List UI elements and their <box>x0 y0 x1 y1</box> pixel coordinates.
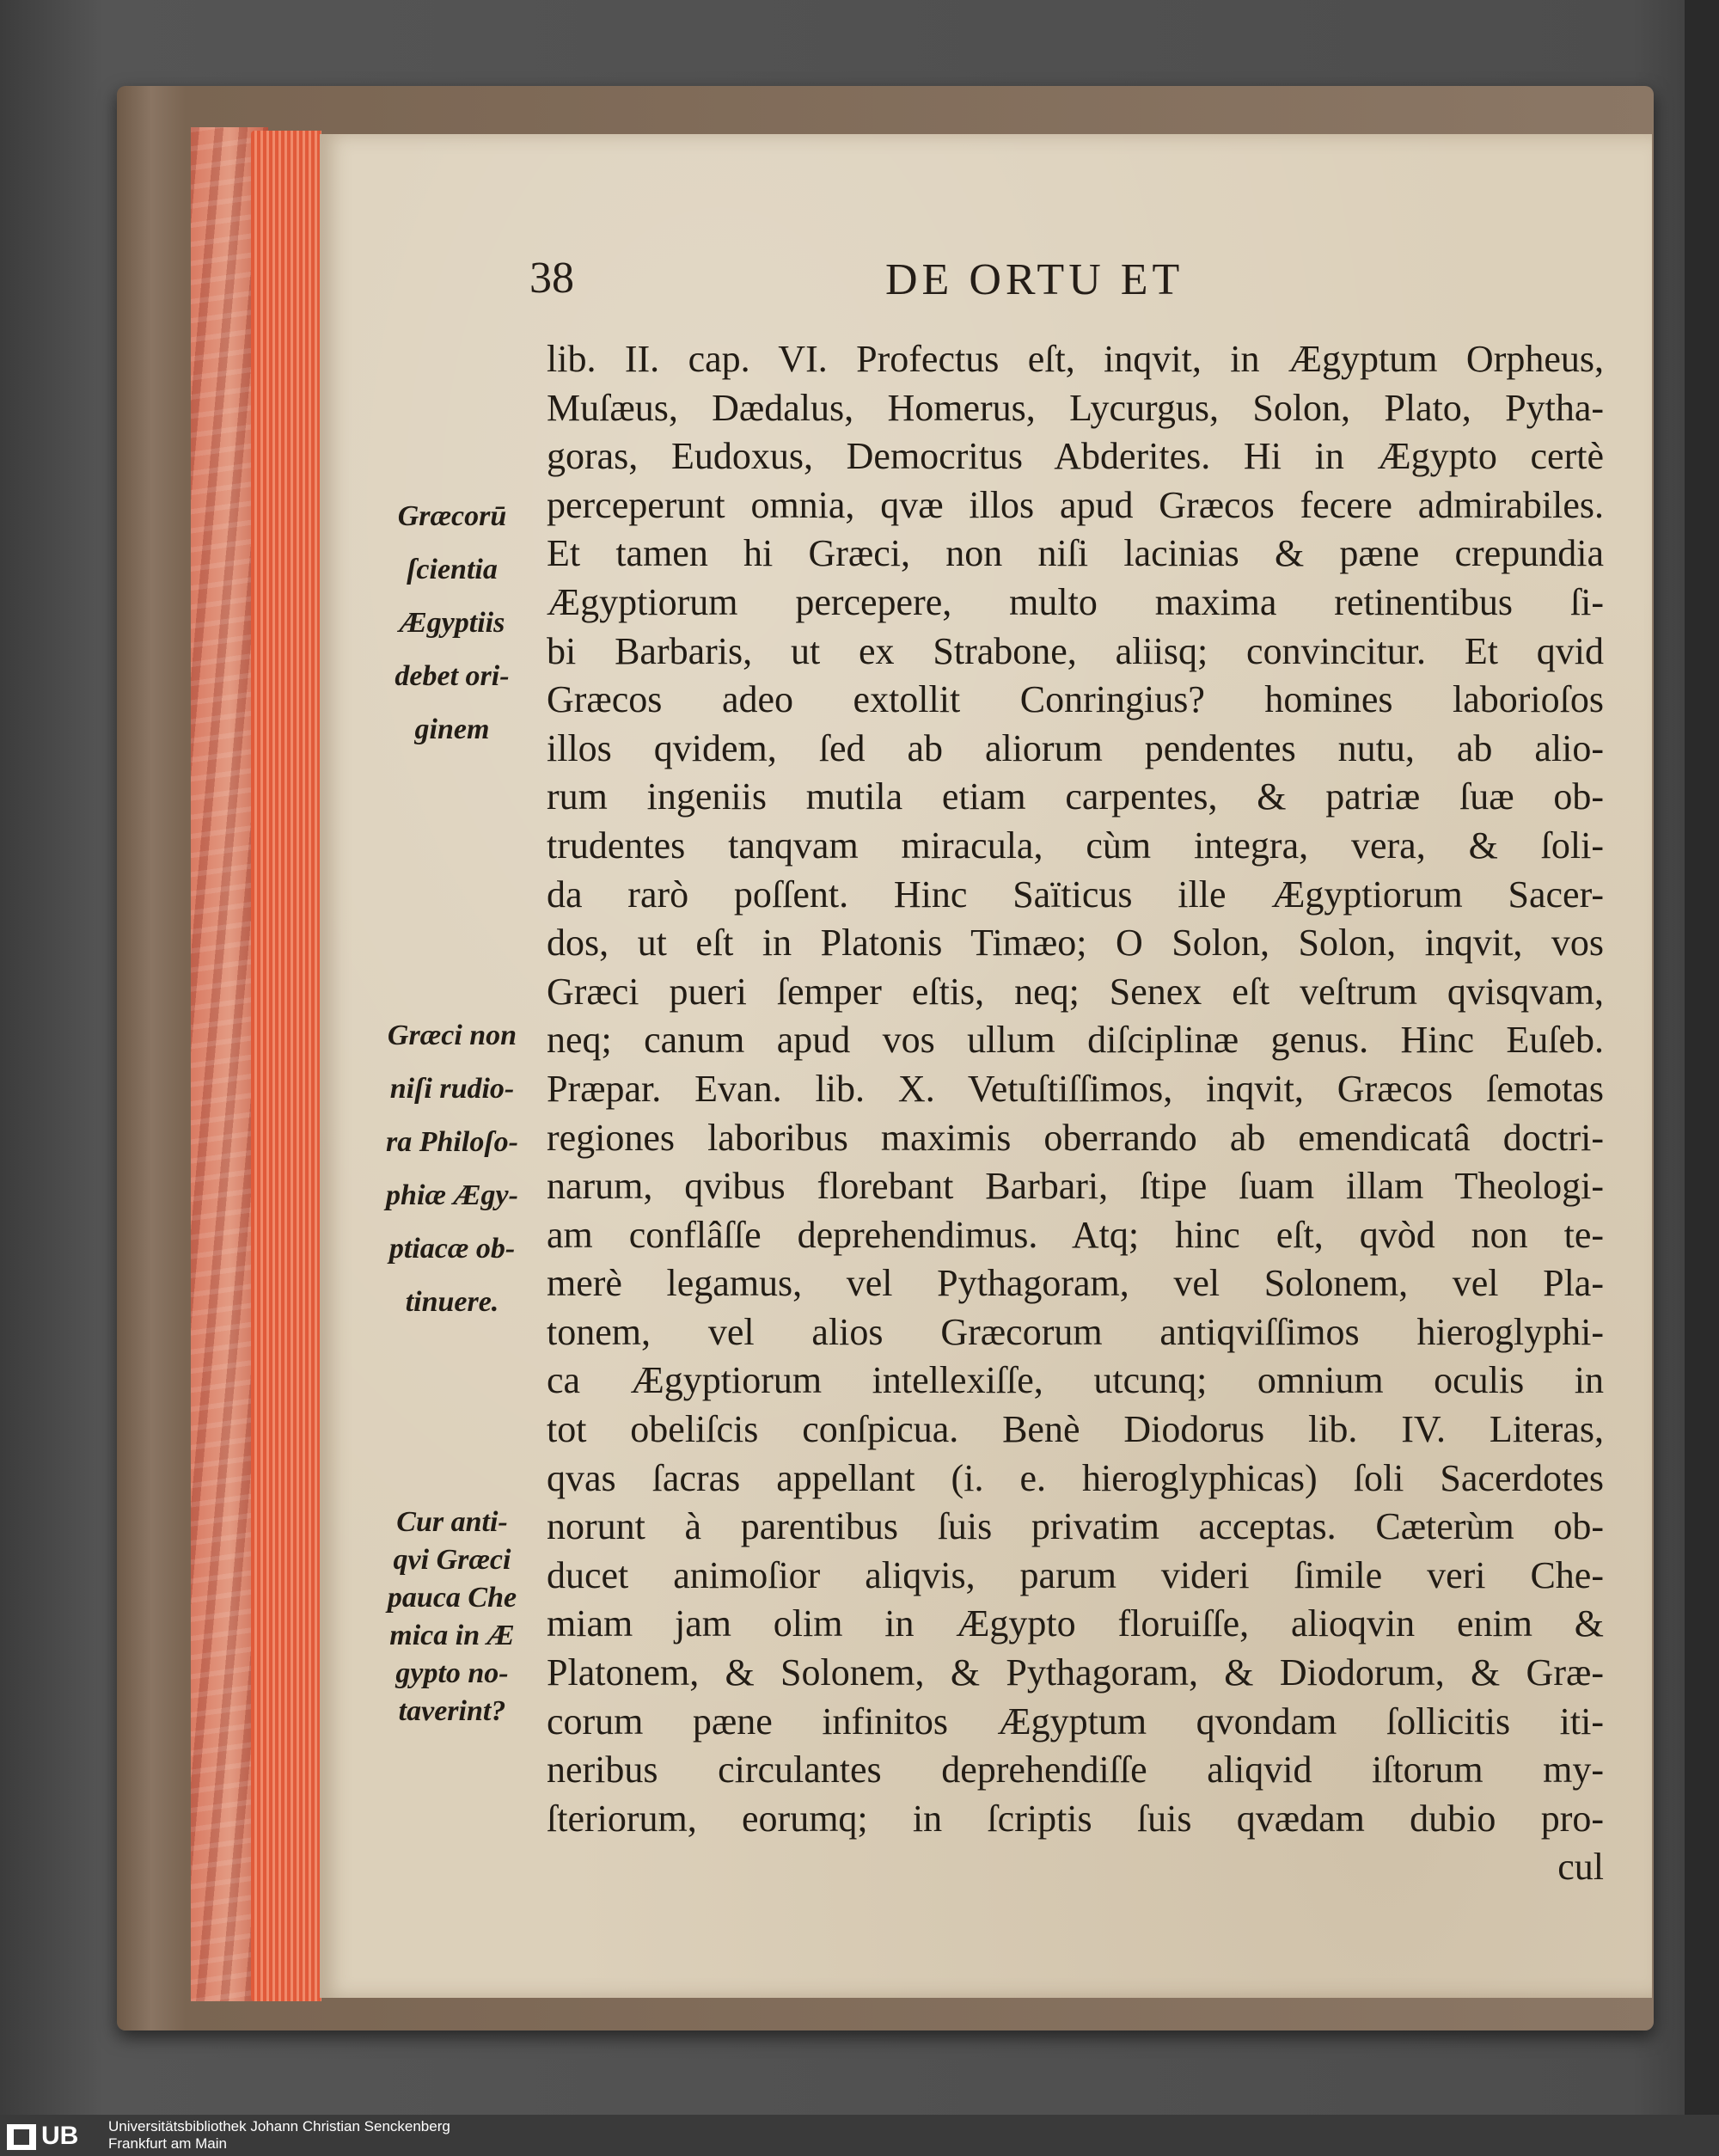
text-line: goras, Eudoxus, Democritus Abderites. Hi in Ægypto certè <box>547 435 1604 478</box>
text-line: rum ingeniis mutila etiam carpentes, & patriæ ſuæ ob- <box>547 775 1604 818</box>
side-note-line: qvi Græci <box>393 1544 511 1576</box>
side-note-line: gypto no- <box>395 1657 509 1689</box>
footer-bar <box>0 2115 1719 2156</box>
text-line: lib. II. cap. VI. Profectus eſt, inqvit, in Ægyptum Orpheus, <box>547 338 1604 380</box>
side-note-line: Græci non <box>387 1020 517 1051</box>
footer-line-1: Universitätsbibliothek Johann Christian Senckenberg <box>108 2118 450 2135</box>
text-line: regiones laboribus maximis oberrando ab emendicatâ doctri- <box>547 1116 1604 1159</box>
side-note-line: niſi rudio- <box>389 1073 515 1105</box>
text-line: miam jam olim in Ægypto floruiſſe, alioqvin enim & <box>547 1602 1604 1645</box>
side-note-line: taverint? <box>398 1695 506 1727</box>
side-note-line: tinuere. <box>405 1286 499 1318</box>
side-note-line: Ægyptiis <box>399 607 505 639</box>
scan-right-edge <box>1685 0 1719 2115</box>
text-line: Platonem, & Solonem, & Pythagoram, & Diodorum, & Græ- <box>547 1651 1604 1694</box>
text-line: ca Ægyptiorum intellexiſſe, utcunq; omnium oculis in <box>547 1359 1604 1402</box>
side-note-line: phiæ Ægy- <box>386 1179 518 1211</box>
footer-institution <box>108 2118 450 2153</box>
text-line: neribus circulantes deprehendiſſe aliqvid iſtorum my- <box>547 1749 1604 1792</box>
text-line: bi Barbaris, ut ex Strabone, aliisq; convincitur. Et qvid <box>547 629 1604 672</box>
text-line: da rarò poſſent. Hinc Saïticus ille Ægyptiorum Sacer- <box>547 873 1604 916</box>
text-line: narum, qvibus florebant Barbari, ſtipe ſuam illam Theologi- <box>547 1165 1604 1208</box>
side-note-line: ginem <box>414 714 490 745</box>
ub-logo <box>7 2122 93 2151</box>
text-line: cul <box>1557 1846 1604 1889</box>
page-edges <box>251 131 321 2001</box>
ub-logo-text: UB <box>41 2122 79 2150</box>
page-number: 38 <box>529 254 574 303</box>
side-note-line: Græcorū <box>397 500 507 532</box>
side-note-line: pauca Che <box>387 1582 517 1614</box>
text-line: am conflâſſe deprehendimus. Atq; hinc eſt, qvòd non te- <box>547 1213 1604 1256</box>
side-note-line: mica in Æ <box>389 1620 515 1651</box>
text-line: norunt à parentibus ſuis privatim acceptas. Cæterùm ob- <box>547 1505 1604 1548</box>
text-line: neq; canum apud vos ullum diſciplinæ genus. Hinc Euſeb. <box>547 1019 1604 1062</box>
text-line: Ægyptiorum percepere, multo maxima retinentibus ſi- <box>547 580 1604 623</box>
text-line: merè legamus, vel Pythagoram, vel Solonem, vel Pla- <box>547 1262 1604 1305</box>
text-line: dos, ut eſt in Platonis Timæo; O Solon, Solon, inqvit, vos <box>547 922 1604 965</box>
side-note-line: ra Philoſo- <box>386 1126 518 1158</box>
side-note-line: Cur anti- <box>396 1506 508 1538</box>
text-line: Præpar. Evan. lib. X. Vetuſtiſſimos, inqvit, Græcos ſemotas <box>547 1067 1604 1110</box>
text-line: tot obeliſcis conſpicua. Benè Diodorus lib. IV. Literas, <box>547 1408 1604 1451</box>
text-line: Muſæus, Dædalus, Homerus, Lycurgus, Solon, Plato, Pytha- <box>547 386 1604 429</box>
text-line: Et tamen hi Græci, non niſi lacinias & pæne crepundia <box>547 532 1604 575</box>
side-note-line: ſcientia <box>407 554 498 585</box>
text-line: illos qvidem, ſed ab aliorum pendentes nutu, ab alio- <box>547 726 1604 769</box>
text-line: ſteriorum, eorumq; in ſcriptis ſuis qvædam dubio pro- <box>547 1797 1604 1840</box>
running-title: DE ORTU ET <box>885 255 1184 304</box>
side-note-line: debet ori- <box>395 660 510 692</box>
side-note-line: ptiacæ ob- <box>388 1233 516 1265</box>
text-line: corum pæne infinitos Ægyptum qvondam ſollicitis iti- <box>547 1700 1604 1743</box>
text-line: tonem, vel alios Græcorum antiqviſſimos hieroglyphi- <box>547 1310 1604 1353</box>
text-line: Græcos adeo extollit Conringius? homines laborioſos <box>547 678 1604 721</box>
ub-logo-icon <box>7 2124 36 2150</box>
text-line: Græci pueri ſemper eſtis, neq; Senex eſt veſtrum qvisqvam, <box>547 970 1604 1013</box>
text-line: perceperunt omnia, qvæ illos apud Græcos fecere admirabiles. <box>547 483 1604 526</box>
footer-line-2: Frankfurt am Main <box>108 2135 227 2152</box>
text-line: qvas ſacras appellant (i. e. hieroglyphicas) ſoli Sacerdotes <box>547 1456 1604 1499</box>
main-text-block <box>547 335 1604 1892</box>
text-line: ducet animoſior aliqvis, parum videri ſimile veri Che- <box>547 1553 1604 1596</box>
text-line: trudentes tanqvam miracula, cùm integra, vera, & ſoli- <box>547 824 1604 867</box>
